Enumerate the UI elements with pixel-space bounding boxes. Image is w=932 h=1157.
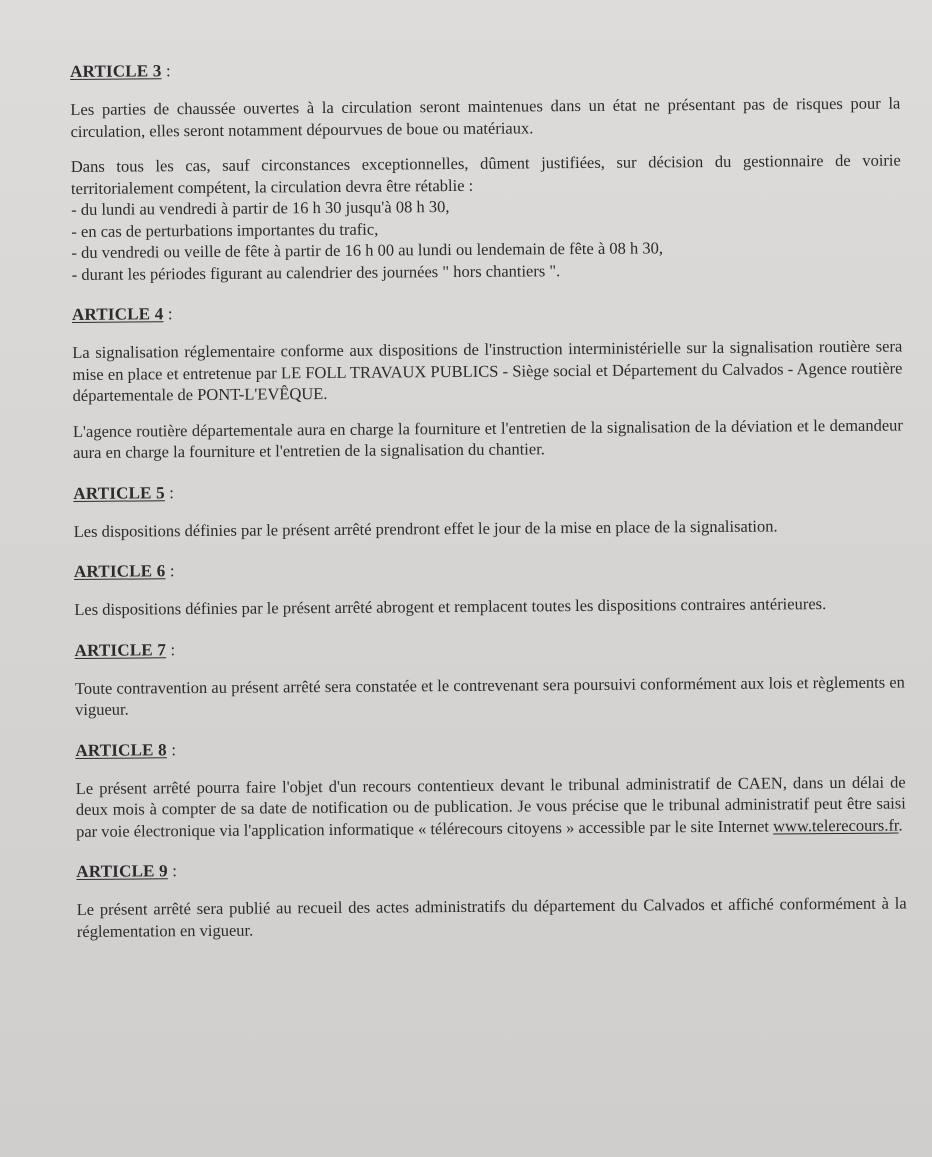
paragraph: Toute contravention au présent arrêté sera constatée et le contrevenant sera poursuivi conformément aux lois et règlements en vigueur. — [74, 671, 905, 719]
telerecours-link[interactable]: www.telerecours.fr — [773, 815, 899, 836]
article-label: ARTICLE 7 — [74, 639, 167, 660]
paragraph: Les dispositions définies par le présent arrêté prendront effet le jour de la mise en place de la signalisation. — [73, 515, 778, 541]
article-colon: : — [166, 739, 177, 759]
article-colon: : — [165, 639, 176, 659]
article-colon: : — [167, 861, 178, 881]
paragraph: L'agence routière départementale aura en charge la fourniture et l'entretien de la signalisation de la déviation et le demandeur aura en charge la fourniture et l'entretien de la signalisation du chantier. — [72, 414, 903, 462]
paragraph-text: Le présent arrêté pourra faire l'objet d'un recours contentieux devant le tribunal administratif de CAEN, dans un délai de deux mois à compter de sa date de notification ou de publication. Je vous précise que le tribunal administratif peut être saisi par voie électronique via l'application informatique « télérecours citoyens » accessible par le site Internet — [75, 771, 906, 841]
list-item: - du lundi au vendredi à partir de 16 h 30 jusqu'à 08 h 30, — [71, 197, 450, 219]
article-6 — [74, 555, 904, 620]
article-5 — [73, 477, 903, 542]
article-label: ARTICLE 3 — [70, 61, 162, 81]
article-label: ARTICLE 5 — [73, 482, 165, 503]
article-colon: : — [164, 482, 175, 502]
list-item: - en cas de perturbations importantes du trafic, — [71, 219, 379, 241]
article-heading — [75, 734, 905, 761]
paragraph: Les dispositions définies par le présent arrêté abrogent et remplacent toutes les dispositions contraires antérieures. — [74, 594, 827, 619]
paragraph: Le présent arrêté sera publié au recueil des actes administratifs du département du Calvados et affiché conformément à la réglementation en vigueur. — [76, 893, 907, 941]
article-4 — [72, 298, 903, 463]
paragraph: La signalisation réglementaire conforme aux dispositions de l'instruction interministérielle sur la signalisation routière sera mise en place et entretenue par LE FOLL TRAVAUX PUBLICS - Siège social et Département du Calvados - Agence routière départementale de PONT-L'EVÊQUE. — [72, 336, 903, 405]
article-heading — [72, 298, 902, 325]
paragraph — [76, 771, 906, 842]
article-3 — [70, 55, 902, 285]
article-heading — [75, 634, 905, 661]
article-heading — [76, 855, 906, 882]
article-label: ARTICLE 4 — [71, 304, 164, 324]
article-label: ARTICLE 9 — [76, 861, 168, 881]
conditions-list — [71, 192, 902, 285]
article-9 — [76, 855, 907, 942]
article-label: ARTICLE 8 — [75, 739, 167, 760]
paragraph: Les parties de chaussée ouvertes à la circulation seront maintenues dans un état ne présentant pas de risques pour la circulation, elles seront notamment dépourvues de boue ou matériaux. — [70, 93, 901, 141]
article-heading — [73, 477, 903, 504]
article-8 — [75, 734, 906, 842]
paragraph-text: . — [898, 814, 903, 835]
article-colon: : — [161, 61, 171, 81]
article-label: ARTICLE 6 — [73, 561, 166, 581]
article-colon: : — [165, 561, 175, 581]
paragraph: Dans tous les cas, sauf circonstances exceptionnelles, dûment justifiées, sur décision du gestionnaire de voirie territorialement compétent, la circulation devra être rétablie : — [70, 150, 901, 198]
list-item: - du vendredi ou veille de fête à partir de 16 h 00 au lundi ou lendemain de fête à 08 h 30, — [71, 238, 664, 262]
article-colon: : — [163, 304, 173, 324]
article-heading — [74, 555, 904, 582]
document-body — [70, 55, 907, 955]
article-heading — [70, 55, 900, 82]
list-item: - durant les périodes figurant au calendrier des journées " hors chantiers ". — [71, 260, 561, 284]
article-7 — [75, 634, 906, 721]
